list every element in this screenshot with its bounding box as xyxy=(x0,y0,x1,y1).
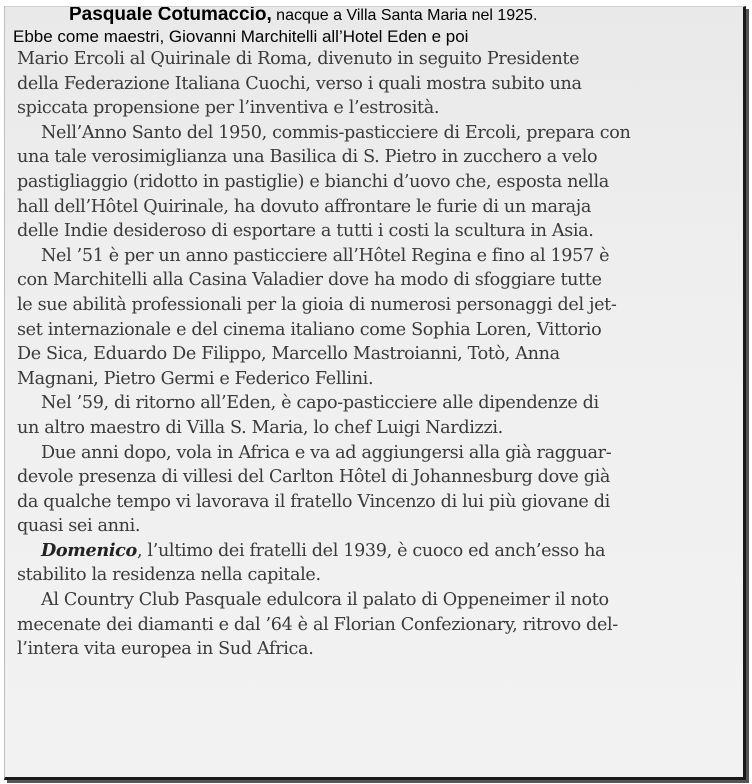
text-line: delle Indie desideroso di esportare a tutti i costi la scultura in Asia. xyxy=(17,221,594,242)
text-line: Nel ’59, di ritorno all’Eden, è capo-pasticciere alle dipendenze di xyxy=(41,393,599,414)
paragraph-3 xyxy=(17,244,731,392)
caption-birth: nacque a Villa Santa Maria nel 1925. xyxy=(271,7,538,24)
body-text xyxy=(17,47,731,662)
paragraph-1 xyxy=(17,47,731,121)
text-line: quasi sei anni. xyxy=(17,516,141,537)
text-line: le sue abilità professionali per la gioia di numerosi personaggi del jet- xyxy=(17,294,617,315)
domenico-name: Domenico xyxy=(41,539,137,561)
caption-line-1 xyxy=(69,6,537,27)
text-line: una tale verosimiglianza una Basilica di S. Pietro in zucchero a velo xyxy=(17,147,598,168)
paragraph-4 xyxy=(17,391,731,440)
paragraph-2 xyxy=(17,121,731,244)
text-line: stabilito la residenza nella capitale. xyxy=(17,565,321,586)
text-line: pastigliaggio (ridotto in pastiglie) e bianchi d’uovo che, esposta nella xyxy=(17,171,609,192)
text-line: un altro maestro di Villa S. Maria, lo chef Luigi Nardizzi. xyxy=(17,417,503,438)
text-line: Al Country Club Pasquale edulcora il palato di Oppeneimer il noto xyxy=(41,590,609,611)
text-line: Nel ’51 è per un anno pasticciere all’Hôtel Regina e fino al 1957 è xyxy=(41,245,610,266)
paragraph-6 xyxy=(17,539,731,588)
text-line: spiccata propensione per l’inventiva e l’estrosità. xyxy=(17,98,440,119)
scanned-page xyxy=(4,6,746,780)
text-line: Due anni dopo, vola in Africa e va ad aggiungersi alla già ragguar- xyxy=(41,442,612,463)
text-line: con Marchitelli alla Casina Valadier dove ha modo di sfoggiare tutte xyxy=(17,270,602,291)
text-line: della Federazione Italiana Cuochi, verso i quali mostra subito una xyxy=(17,73,582,94)
paragraph-7 xyxy=(17,588,731,662)
text-line: Magnani, Pietro Germi e Federico Fellini. xyxy=(17,368,374,389)
text-line: hall dell’Hôtel Quirinale, ha dovuto affrontare le furie di un maraja xyxy=(17,196,592,217)
text-line: Mario Ercoli al Quirinale di Roma, divenuto in seguito Presidente xyxy=(17,49,580,69)
text-line: Nell’Anno Santo del 1950, commis-pasticciere di Ercoli, prepara con xyxy=(41,122,631,143)
text-line: da qualche tempo vi lavorava il fratello Vincenzo di lui più giovane di xyxy=(17,491,610,512)
text-line: De Sica, Eduardo De Filippo, Marcello Mastroianni, Totò, Anna xyxy=(17,344,560,365)
text-line: set internazionale e del cinema italiano come Sophia Loren, Vittorio xyxy=(17,319,602,340)
caption-line-2: Ebbe come maestri, Giovanni Marchitelli all’Hotel Eden e poi xyxy=(13,27,469,46)
text-line: l’intera vita europea in Sud Africa. xyxy=(17,639,314,660)
text-line: devole presenza di villesi del Carlton Hôtel di Johannesburg dove già xyxy=(17,467,611,488)
text-line: mecenate dei diamanti e dal ’64 è al Florian Confezionary, ritrovo del- xyxy=(17,614,618,635)
caption-name: Pasquale Cotumaccio, xyxy=(69,6,272,25)
paragraph-5 xyxy=(17,441,731,539)
text-fragment: , l’ultimo dei fratelli del 1939, è cuoco ed anch’esso ha xyxy=(136,540,606,561)
text-line xyxy=(17,539,731,564)
